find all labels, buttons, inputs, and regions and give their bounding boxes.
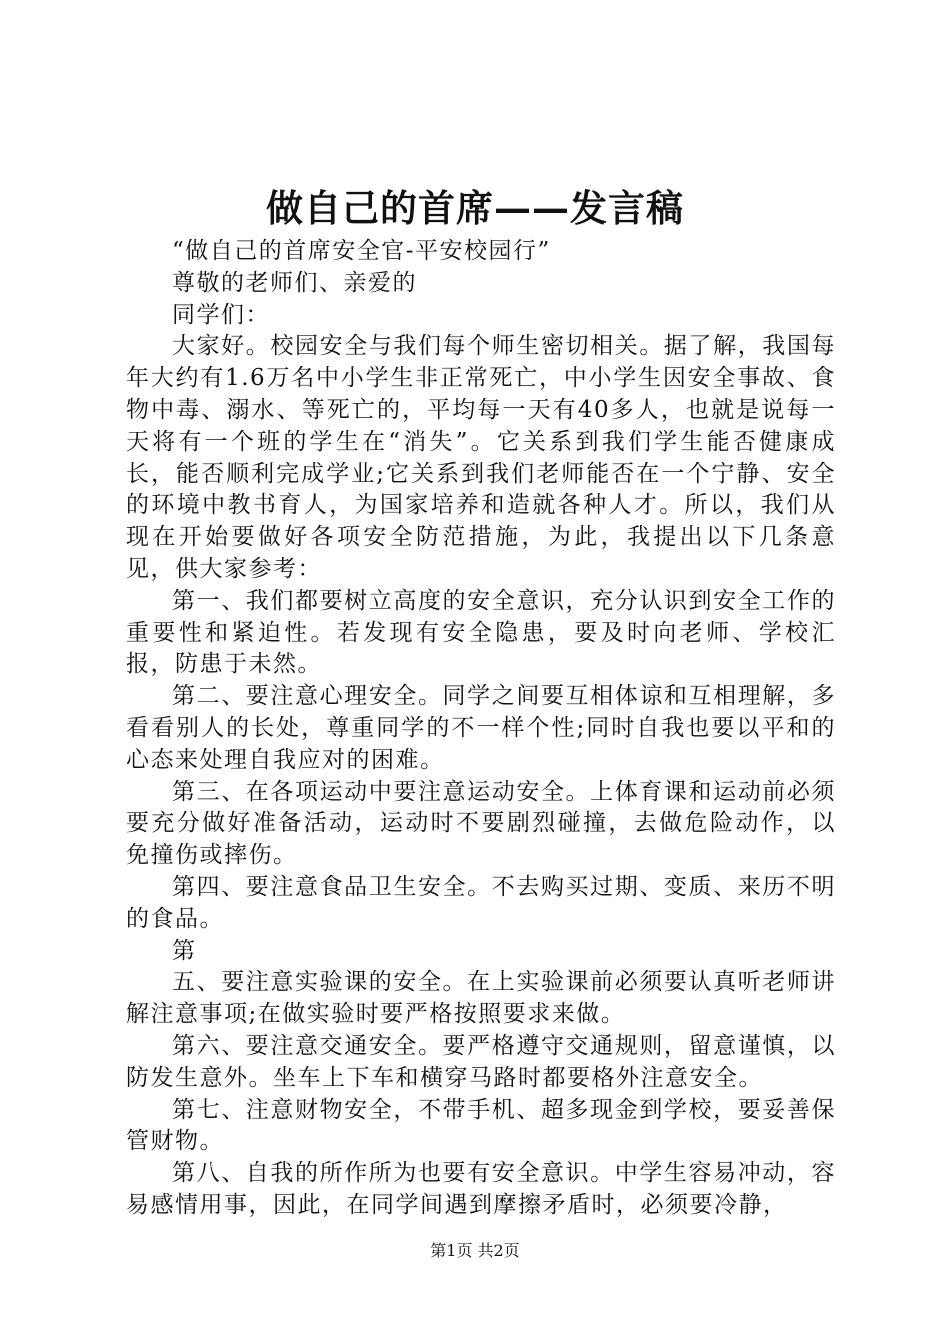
paragraph-point-3: 第三、在各项运动中要注意运动安全。上体育课和运动前必须要充分做好准备活动，运动时不要剧烈碰撞，去做危险动作，以免撞伤或摔伤。	[126, 778, 836, 869]
paragraph-point-8: 第八、自我的所作所为也要有安全意识。中学生容易冲动，容易感情用事，因此，在同学间遇到摩擦矛盾时，必须要冷静，	[126, 1160, 836, 1218]
document-title: 做自己的首席——发言稿	[266, 186, 684, 230]
paragraph-salutation: 尊敬的老师们、亲爱的	[172, 269, 417, 296]
paragraph-point-5-prefix: 第	[172, 937, 197, 964]
page-footer: 第1页 共2页	[430, 1241, 520, 1260]
paragraph-intro: 大家好。校园安全与我们每个师生密切相关。据了解，我国每年大约有1.6万名中小学生非正常死亡，中小学生因安全事故、食物中毒、溺水、等死亡的，平均每一天有40多人，也就是说每一天将有一个班的学生在“消失”。它关系到我们学生能否健康成长，能否顺利完成学业;它关系到我们老师能否在一个宁静、安全的环境中教书育人，为国家培养和造就各种人才。所以，我们从现在开始要做好各项安全防范措施，为此，我提出以下几条意见，供大家参考：	[126, 333, 836, 582]
paragraph-point-7: 第七、注意财物安全，不带手机、超多现金到学校，要妥善保管财物。	[126, 1096, 836, 1155]
paragraph-subtitle: “做自己的首席安全官-平安校园行”	[172, 238, 551, 264]
paragraph-point-1: 第一、我们都要树立高度的安全意识，充分认识到安全工作的重要性和紧迫性。若发现有安全隐患，要及时向老师、学校汇报，防患于未然。	[126, 587, 836, 678]
paragraph-point-5: 五、要注意实验课的安全。在上实验课前必须要认真听老师讲解注意事项;在做实验时要严格按照要求来做。	[126, 969, 836, 1028]
document-body	[126, 236, 836, 1222]
paragraph-salutation-cont: 同学们：	[172, 301, 270, 328]
paragraph-point-2: 第二、要注意心理安全。同学之间要互相体谅和互相理解，多看看别人的长处，尊重同学的不一样个性;同时自我也要以平和的心态来处理自我应对的困难。	[126, 683, 836, 773]
paragraph-point-4: 第四、要注意食品卫生安全。不去购买过期、变质、来历不明的食品。	[126, 873, 836, 932]
paragraph-point-6: 第六、要注意交通安全。要严格遵守交通规则，留意谨慎，以防发生意外。坐车上下车和横穿马路时都要格外注意安全。	[126, 1032, 836, 1091]
